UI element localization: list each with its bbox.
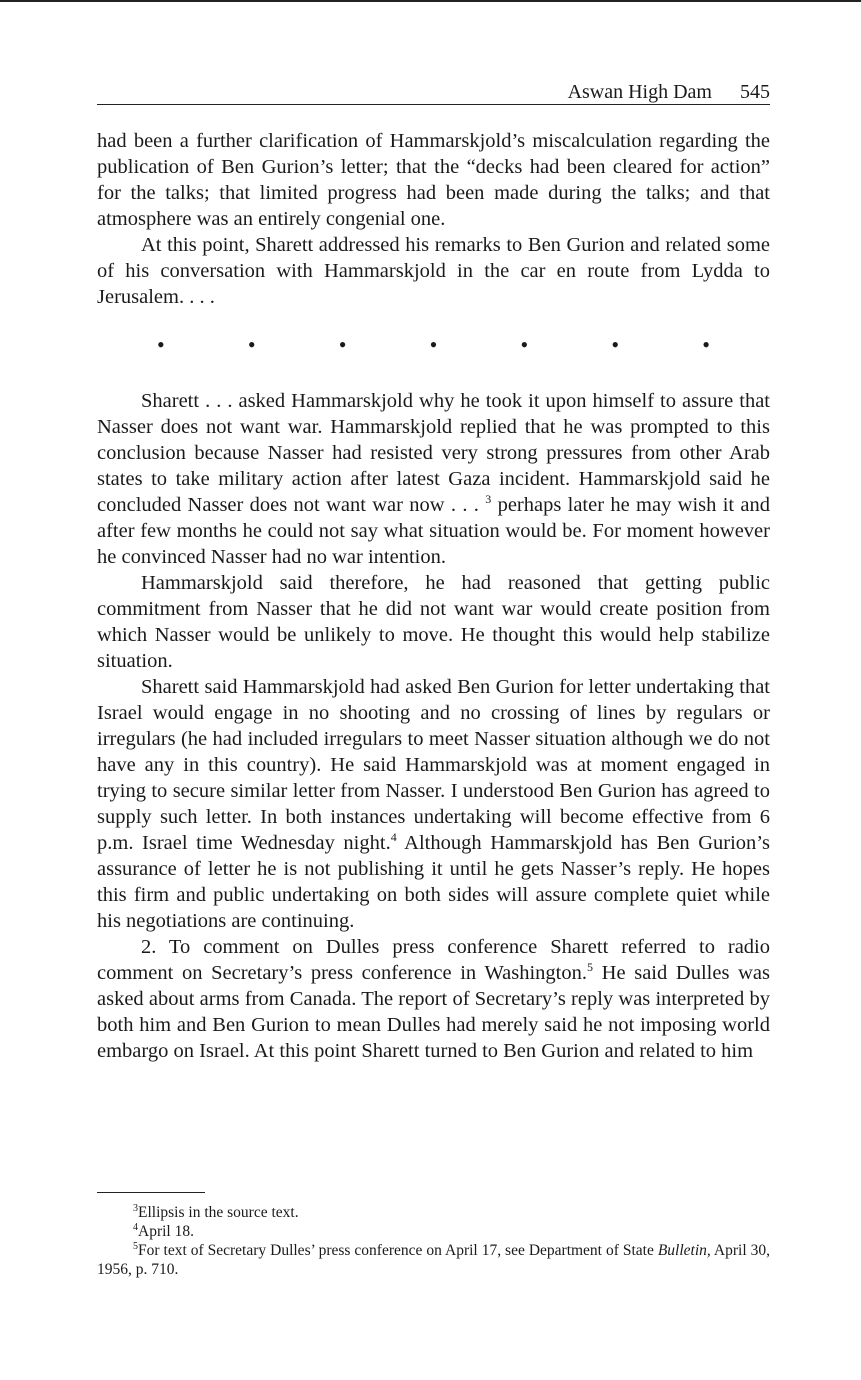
footnote-5-text-b: April 30, 1956, p. 710.	[97, 1242, 770, 1278]
footnote-3	[97, 1203, 770, 1222]
footnote-ref-5: 5	[587, 960, 593, 975]
footnote-5-number: 5	[133, 1240, 138, 1252]
footnote-ref-4: 4	[390, 830, 397, 845]
body-text	[97, 128, 770, 1064]
running-header	[97, 80, 770, 105]
footnotes	[97, 1203, 770, 1279]
footnote-3-text: Ellipsis in the source text.	[138, 1204, 299, 1221]
page-number: 545	[740, 81, 770, 103]
footnote-4-number: 4	[133, 1221, 138, 1233]
running-title: Aswan High Dam	[567, 81, 712, 103]
footnote-5-text-a: For text of Secretary Dulles’ press conference on April 17, see Department of State	[138, 1242, 658, 1259]
paragraph-6	[97, 934, 770, 1064]
ellipsis-dot: •	[520, 332, 529, 357]
ellipsis-dot: •	[702, 332, 710, 357]
ellipsis-dot: •	[247, 332, 256, 357]
paragraph-2: At this point, Sharett addressed his remarks to Ben Gurion and related some of his conversation with Hammarskjold in the car en route from Lydda to Jerusalem. . . .	[97, 234, 770, 308]
paragraph-6-text-b: He said Dulles was asked about arms from Canada. The report of Secretary’s reply was interpreted by both him and Ben Gurion to mean Dulles had merely said he not imposing world embargo on Israel. At this point Sharett turned to Ben Gurion and related to him	[97, 962, 770, 1062]
footnote-5	[97, 1241, 770, 1279]
paragraph-5-text-a: Sharett said Hammarskjold had asked Ben Gurion for letter undertaking that Israel would engage in no shooting and no crossing of lines by regulars or irregulars (he had included irregulars to meet Nasser situation although we do not have any in this country). He said Hammarskjold was at moment engaged in trying to secure similar letter from Nasser. I understood Ben Gurion has agreed to supply such letter. In both instances undertaking will become effective from 6 p.m. Israel time Wednesday night.	[97, 676, 770, 854]
paragraph-4: Hammarskjold said therefore, he had reasoned that getting public commitment from Nasser that he did not want war would create position from which Nasser would be unlikely to move. He thought this would help stabilize situation.	[97, 572, 770, 672]
paragraph-3-text-a: Sharett . . . asked Hammarskjold why he took it upon himself to assure that Nasser does not want war. Hammarskjold replied that he was prompted to this conclusion because Nasser had resisted very strong pressures from other Arab states to take military action after latest Gaza incident. Hammarskjold said he concluded Nasser does not want war now . . .	[97, 390, 770, 516]
paragraph-3	[97, 388, 770, 570]
footnote-divider	[97, 1192, 205, 1193]
page-top-edge	[0, 0, 861, 2]
paragraph-6-text-a: 2. To comment on Dulles press conference Sharett referred to radio comment on Secretary’s press conference in Washington.	[97, 936, 770, 984]
ellipsis-dot: •	[429, 332, 438, 357]
footnote-ref-3: 3	[485, 492, 492, 507]
footnote-3-number: 3	[133, 1202, 138, 1214]
ellipsis-dot: •	[338, 332, 347, 357]
ellipsis-dot: •	[611, 332, 620, 357]
footnote-4	[97, 1222, 770, 1241]
paragraph-3-text-b: perhaps later he may wish it and after few months he could not say what situation would be. For moment however he convinced Nasser had no war intention.	[97, 494, 771, 568]
ellipsis-dot: •	[157, 332, 165, 357]
paragraph-5-text-b: Although Hammarskjold has Ben Gurion’s assurance of letter he is not publishing it until he gets Nasser’s reply. He hopes this firm and public undertaking on both sides will assure complete quiet while his negotiations are continuing.	[97, 832, 770, 932]
footnote-5-bulletin-title: Bulletin,	[657, 1242, 711, 1259]
footnote-4-text: April 18.	[138, 1223, 194, 1240]
paragraph-5	[97, 674, 770, 934]
paragraph-1: had been a further clarification of Hammarskjold’s miscalculation regarding the publication of Ben Gurion’s letter; that the “decks had been cleared for action” for the talks; that limited progress had been made during the talks; and that atmosphere was an entirely congenial one.	[97, 130, 770, 230]
ellipsis-dots-row	[97, 332, 770, 358]
